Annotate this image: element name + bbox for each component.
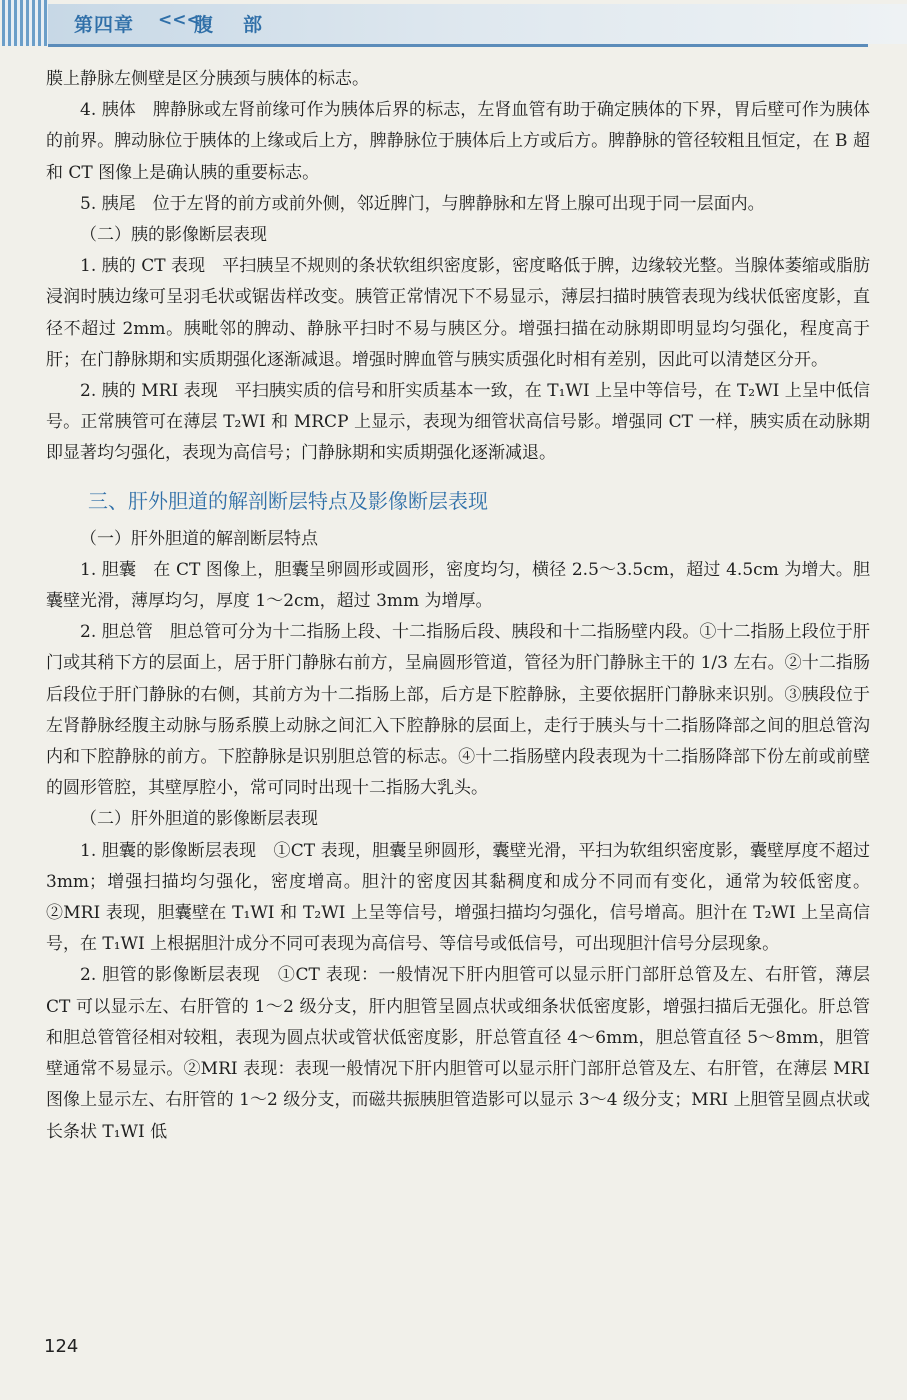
chapter-title: 腹部 bbox=[194, 14, 293, 36]
body-paragraph: 4. 胰体 脾静脉或左肾前缘可作为胰体后界的标志，左肾血管有助于确定胰体的下界，胃后壁可作为胰体的前界。脾动脉位于胰体的上缘或后上方，脾静脉位于胰体后上方或后方。脾静脉的管径较粗且恒定，在 B 超和 CT 图像上是确认胰的重要标志。 bbox=[46, 100, 870, 183]
body-paragraph: 5. 胰尾 位于左肾的前方或前外侧，邻近脾门，与脾静脉和左肾上腺可出现于同一层面内。 bbox=[80, 193, 765, 214]
section-heading: 三、肝外胆道的解剖断层特点及影像断层表现 bbox=[88, 488, 488, 513]
subsection-heading: （一）肝外胆道的解剖断层特点 bbox=[80, 528, 318, 549]
page-body bbox=[46, 64, 870, 1148]
page-number: 124 bbox=[44, 1336, 79, 1357]
subsection-heading: （二）胰的影像断层表现 bbox=[80, 225, 267, 246]
body-paragraph: 2. 胆管的影像断层表现 ①CT 表现：一般情况下肝内胆管可以显示肝门部肝总管及左、右肝管，薄层 CT 可以显示左、右肝管的 1～2 级分支，肝内胆管呈圆点状或细条状低密度影，增强扫描后无强化。肝总管和胆总管管径相对较粗，表现为圆点状或管状低密度影，肝总管直径 4～6mm，胆总管直径 5～8mm，胆管壁通常不易显示。②MRI 表现：表现一般情况下肝内胆管可以显示肝门部肝总管及左、右肝管，在薄层 MRI 图像上显示左、右肝管的 1～2 级分支，而磁共振胰胆管造影可以显示 3～4 级分支；MRI 上胆管呈圆点状或长条状 T₁WI 低 bbox=[46, 965, 870, 1142]
page-header bbox=[0, 0, 907, 50]
body-paragraph: 膜上静脉左侧壁是区分胰颈与胰体的标志。 bbox=[46, 69, 369, 89]
body-paragraph: 1. 胆囊的影像断层表现 ①CT 表现，胆囊呈卵圆形，囊壁光滑，平扫为软组织密度影，囊壁厚度不超过 3mm；增强扫描均匀强化，密度增高。胆汁的密度因其黏稠度和成分不同而有变化，通常为较低密度。②MRI 表现，胆囊壁在 T₁WI 和 T₂WI 上呈等信号，增强扫描均匀强化，信号增高。胆汁在 T₂WI 上呈高信号，在 T₁WI 上根据胆汁成分不同可表现为高信号、等信号或低信号，可出现胆汁信号分层现象。 bbox=[46, 840, 870, 955]
chevron-icon: <<< bbox=[158, 10, 201, 30]
body-paragraph: 1. 胰的 CT 表现 平扫胰呈不规则的条状软组织密度影，密度略低于脾，边缘较光整。当腺体萎缩或脂肪浸润时胰边缘可呈羽毛状或锯齿样改变。胰管正常情况下不易显示，薄层扫描时胰管表现为线状低密度影，直径不超过 2mm。胰毗邻的脾动、静脉平扫时不易与胰区分。增强扫描在动脉期即明显均匀强化，程度高于肝；在门静脉期和实质期强化逐渐减退。增强时脾血管与胰实质强化时相有差别，因此可以清楚区分开。 bbox=[46, 256, 870, 370]
subsection-heading: （二）肝外胆道的影像断层表现 bbox=[80, 809, 318, 830]
header-stripe-decoration bbox=[2, 0, 48, 46]
header-rule bbox=[48, 44, 868, 47]
chapter-number: 第四章 bbox=[74, 14, 135, 36]
body-paragraph: 2. 胆总管 胆总管可分为十二指肠上段、十二指肠后段、胰段和十二指肠壁内段。①十二指肠上段位于肝门或其稍下方的层面上，居于肝门静脉右前方，呈扁圆形管道，管径为肝门静脉主干的 1/3 左右。②十二指肠后段位于肝门静脉的右侧，其前方为十二指肠上部，后方是下腔静脉，主要依据肝门静脉来识别。③胰段位于左肾静脉经腹主动脉与肠系膜上动脉之间汇入下腔静脉的层面上，走行于胰头与十二指肠降部之间的胆总管沟内和下腔静脉的前方。下腔静脉是识别胆总管的标志。④十二指肠壁内段表现为十二指肠降部下份左前或前壁的圆形管腔，其壁厚腔小，常可同时出现十二指肠大乳头。 bbox=[46, 622, 870, 799]
body-paragraph: 1. 胆囊 在 CT 图像上，胆囊呈卵圆形或圆形，密度均匀，横径 2.5～3.5cm，超过 4.5cm 为增大。胆囊壁光滑，薄厚均匀，厚度 1～2cm，超过 3mm 为增厚。 bbox=[46, 559, 870, 612]
body-paragraph: 2. 胰的 MRI 表现 平扫胰实质的信号和肝实质基本一致，在 T₁WI 上呈中等信号，在 T₂WI 上呈中低信号。正常胰管可在薄层 T₂WI 和 MRCP 上显示，表现为细管状高信号影。增强同 CT 一样，胰实质在动脉期即显著均匀强化，表现为高信号；门静脉期和实质期强化逐渐减退。 bbox=[46, 381, 870, 464]
